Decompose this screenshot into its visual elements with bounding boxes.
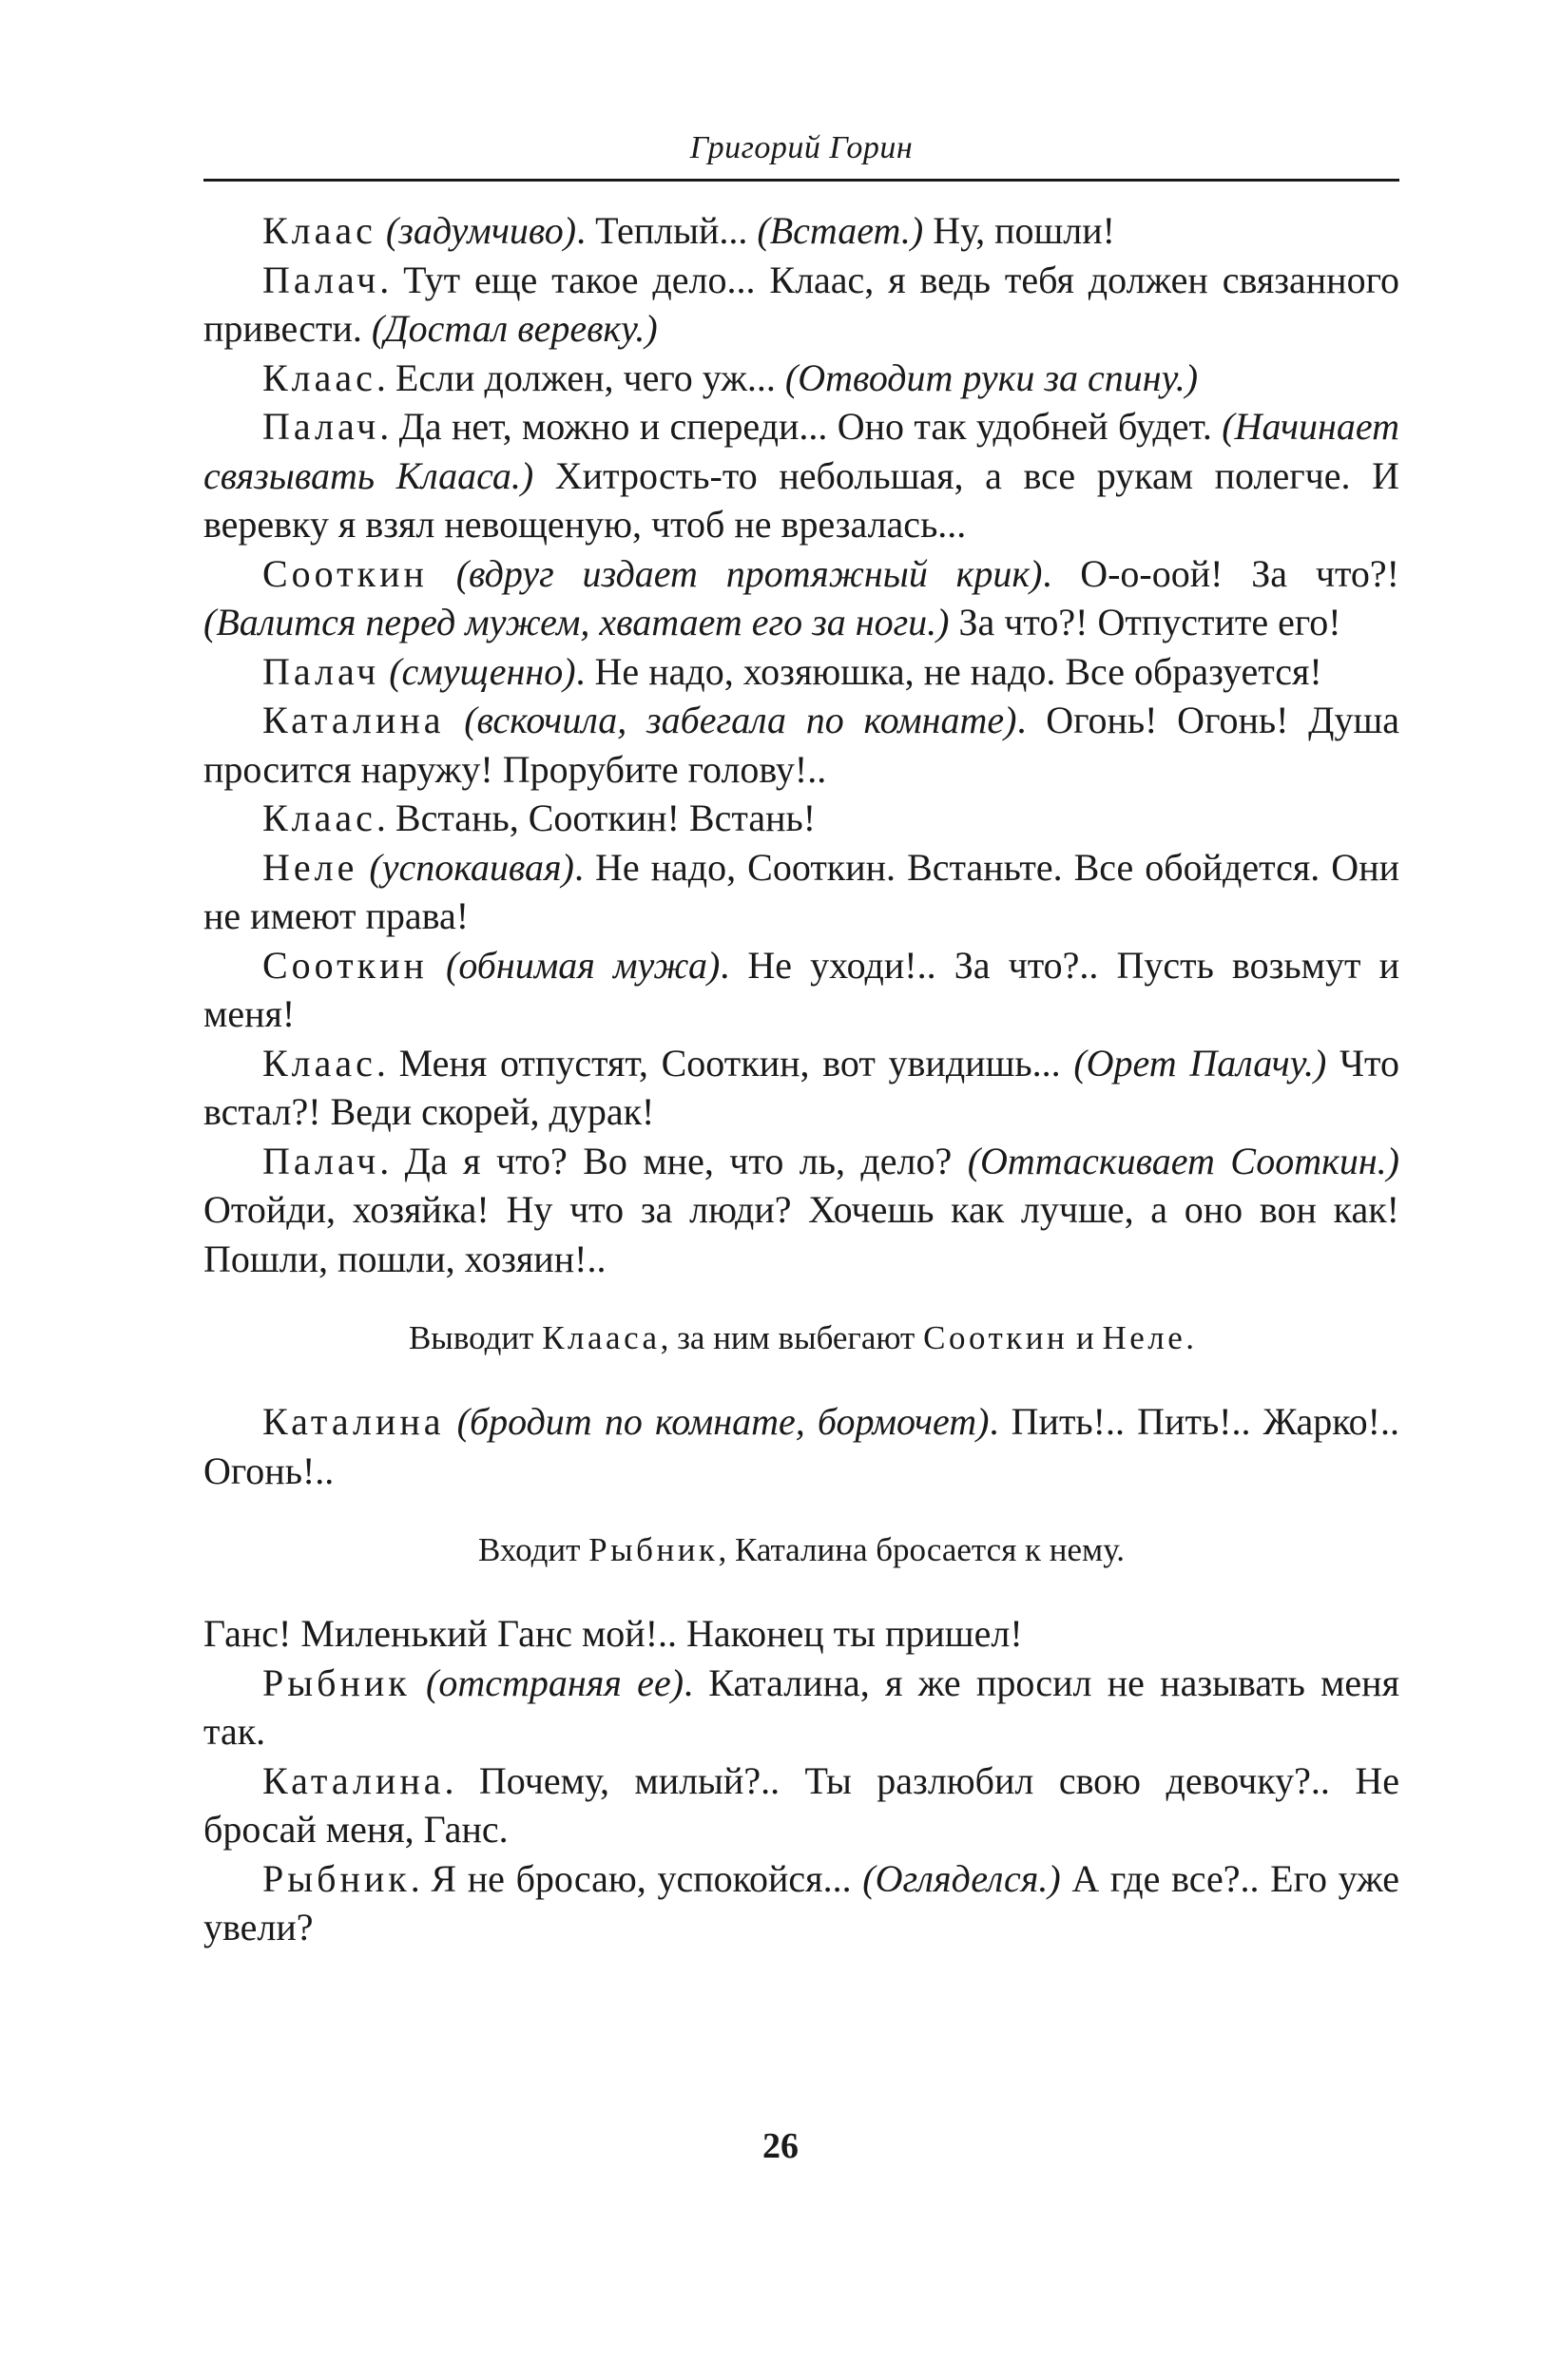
speaker: Клаас <box>262 1041 376 1084</box>
text-run <box>444 1400 456 1443</box>
text-run: . Каталина, я же просил не называть меня так. <box>203 1660 1399 1753</box>
text-run: . Не надо, Сооткин. Встаньте. Все обойдется. Они не имеют права! <box>203 845 1400 937</box>
stage-direction: (Валится перед мужем, хватает его за ноги.) <box>203 601 950 643</box>
speaker: Палач <box>262 649 380 693</box>
text-run: . Огонь! Огонь! Душа просится наружу! Прорубите голову!.. <box>203 699 1400 791</box>
text-run <box>428 944 446 987</box>
text-run: . О-о-оой! За что?! <box>1042 551 1399 595</box>
line-10 <box>203 941 1399 1039</box>
speaker: Сооткин <box>262 551 428 595</box>
text-run: . Тут еще такое дело... Клаас, я ведь тебя должен связанного привести. <box>203 258 1399 350</box>
page-number: 26 <box>762 2126 799 2166</box>
text-run: . Если должен, чего уж... <box>376 355 785 399</box>
stage-direction: (Орет Палачу.) <box>1073 1041 1327 1084</box>
speaker: Палач <box>262 258 380 301</box>
text-run: Отойди, хозяйка! Ну что за люди? Хочешь как лучше, а оно вон как! Пошли, пошли, хозяин!.. <box>203 1188 1399 1280</box>
speaker: Палач <box>262 405 380 448</box>
text-run: Входит <box>478 1531 589 1568</box>
speaker: Каталина <box>262 1400 445 1443</box>
stage-direction: (обнимая мужа) <box>446 943 721 987</box>
speaker: Каталина <box>262 1758 445 1802</box>
text-run: и <box>1068 1319 1103 1356</box>
text-run: . Теплый... <box>576 209 758 252</box>
speaker: Клаас <box>262 797 376 839</box>
character-name: Клааса <box>542 1319 661 1356</box>
line-1 <box>203 206 1399 256</box>
character-name: Сооткин <box>923 1319 1069 1356</box>
running-head: Григорий Горин <box>689 130 914 165</box>
play-text <box>203 206 1399 1952</box>
line-17 <box>203 1854 1399 1952</box>
text-run: . Меня отпустят, Сооткин, вот увидишь... <box>376 1041 1074 1084</box>
line-7 <box>203 696 1399 794</box>
text-run: Ганс! Миленький Ганс мой!.. Наконец ты пришел! <box>203 1612 1023 1655</box>
book-page <box>203 124 1399 1952</box>
text-run: Что встал?! Веди скорей, дурак! <box>203 1041 1400 1133</box>
line-9 <box>203 843 1399 941</box>
text-run <box>357 846 369 889</box>
line-2 <box>203 256 1399 354</box>
line-5 <box>203 549 1399 647</box>
text-run <box>444 699 464 741</box>
text-run: А где все?.. Его уже увели? <box>203 1856 1399 1948</box>
speaker: Неле <box>262 845 358 889</box>
text-run <box>376 209 386 252</box>
stage-direction: (Огляделся.) <box>862 1856 1061 1900</box>
speaker: Сооткин <box>262 943 428 987</box>
stage-direction: (отстраняя ее) <box>426 1660 684 1704</box>
text-run: . <box>1185 1319 1195 1356</box>
stage-direction: (Отводит руки за спину.) <box>784 355 1199 399</box>
stage-direction: (вскочила, забегала по комнате) <box>464 699 1017 741</box>
text-run: . Встань, Сооткин! Встань! <box>376 797 817 839</box>
speaker: Рыбник <box>262 1856 411 1900</box>
line-13 <box>203 1397 1399 1495</box>
text-run: . Да я что? Во мне, что ль, дело? <box>379 1139 968 1182</box>
text-run <box>428 552 456 595</box>
line-16 <box>203 1756 1399 1854</box>
text-run <box>411 1661 426 1704</box>
line-14 <box>203 1609 1399 1659</box>
text-run: За что?! Отпустите его! <box>949 601 1341 643</box>
line-15 <box>203 1659 1399 1756</box>
header-rule <box>203 179 1399 182</box>
stage-direction: (задумчиво) <box>385 209 577 252</box>
stage-direction: (Начинает связывать Клааса.) <box>203 405 1399 497</box>
text-run: . Да нет, можно и спереди... Оно так удобней будет. <box>379 405 1223 448</box>
text-run: . Почему, милый?.. Ты разлюбил свою девочку?.. Не бросай меня, Ганс. <box>203 1758 1399 1851</box>
stage-direction: (вдруг издает протяжный крик) <box>455 551 1043 595</box>
character-name: Неле <box>1102 1319 1186 1356</box>
speaker: Клаас <box>262 355 376 399</box>
stage-direction: (Встает.) <box>757 209 924 252</box>
line-8 <box>203 794 1399 843</box>
text-run: . Я не бросаю, успокойся... <box>410 1856 863 1900</box>
text-run: . Не надо, хозяюшка, не надо. Все образуется! <box>575 649 1322 693</box>
line-3 <box>203 354 1399 403</box>
text-run: , Каталина бросается к нему. <box>718 1531 1125 1568</box>
stage-direction: (успокаивая) <box>369 845 574 889</box>
stage-direction: (Оттаскивает Сооткин.) <box>967 1139 1399 1182</box>
text-run <box>379 650 389 693</box>
text-run: . Пить!.. Пить!.. Жарко!.. Огонь!.. <box>203 1400 1399 1492</box>
stage-direction: (смущенно) <box>389 649 576 693</box>
line-12 <box>203 1137 1399 1284</box>
text-run: , за ним выбегают <box>660 1319 924 1356</box>
character-name: Рыбник <box>588 1531 719 1568</box>
text-run: Выводит <box>408 1319 543 1356</box>
speaker: Клаас <box>262 209 376 252</box>
line-11 <box>203 1039 1399 1137</box>
speaker: Рыбник <box>262 1660 411 1704</box>
stage-direction: (бродит по комнате, бормочет) <box>456 1400 990 1443</box>
stage-direction-block <box>203 1527 1399 1573</box>
speaker: Каталина <box>262 699 445 741</box>
text-run: . Не уходи!.. За что?.. Пусть возьмут и меня! <box>203 943 1399 1035</box>
stage-direction: (Достал веревку.) <box>371 307 658 350</box>
line-6 <box>203 647 1399 697</box>
speaker: Палач <box>262 1139 380 1182</box>
line-4 <box>203 402 1399 549</box>
text-run: Хитрость-то небольшая, а все рукам полегче. И веревку я взял невощеную, чтоб не врезалась... <box>203 453 1399 546</box>
text-run: Ну, пошли! <box>923 209 1115 252</box>
stage-direction-block <box>203 1315 1399 1361</box>
